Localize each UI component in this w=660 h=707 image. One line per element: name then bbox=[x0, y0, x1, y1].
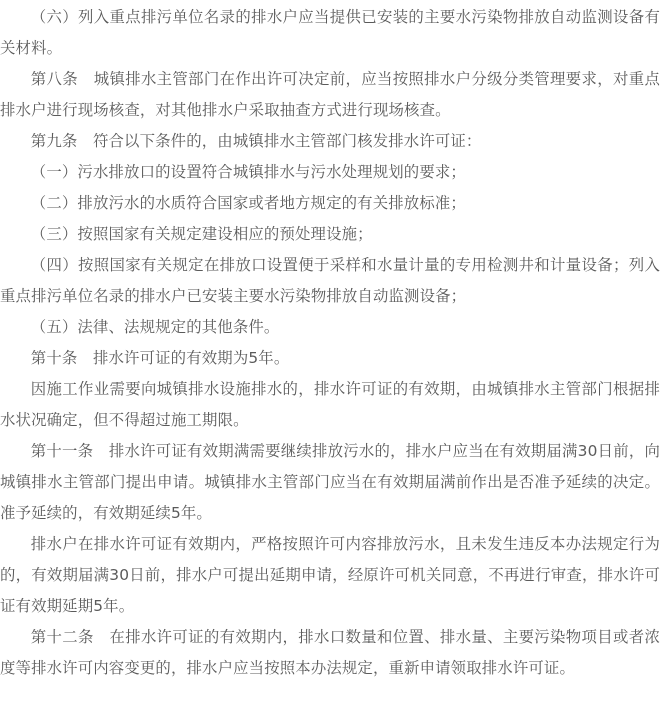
paragraph-condition-2: （二）排放污水的水质符合国家或者地方规定的有关排放标准； bbox=[30, 194, 466, 212]
paragraph-condition-4: （四）按照国家有关规定在排放口设置便于采样和水量计量的专用检测井和计量设备；列入重点排污单位名录的排水户已安装主要水污染物排放自动监测设备； bbox=[0, 256, 660, 305]
paragraph-item-6: （六）列入重点排污单位名录的排水户应当提供已安装的主要水污染物排放自动监测设备有关材料。 bbox=[0, 8, 660, 57]
paragraph-article-8: 第八条 城镇排水主管部门在作出许可决定前，应当按照排水户分级分类管理要求，对重点排水户进行现场核查，对其他排水户采取抽查方式进行现场核查。 bbox=[0, 70, 660, 119]
paragraph-article-9: 第九条 符合以下条件的，由城镇排水主管部门核发排水许可证： bbox=[30, 132, 482, 150]
paragraph-condition-1: （一）污水排放口的设置符合城镇排水与污水处理规划的要求； bbox=[30, 163, 466, 181]
paragraph-article-12: 第十二条 在排水许可证的有效期内，排水口数量和位置、排水量、主要污染物项目或者浓度等排水许可内容变更的，排水户应当按照本办法规定，重新申请领取排水许可证。 bbox=[0, 628, 660, 677]
paragraph-extension: 排水户在排水许可证有效期内，严格按照许可内容排放污水，且未发生违反本办法规定行为的，有效期届满30日前，排水户可提出延期申请，经原许可机关同意，不再进行审查，排水许可证有效期延期5年。 bbox=[0, 535, 660, 615]
paragraph-article-10: 第十条 排水许可证的有效期为5年。 bbox=[30, 349, 290, 367]
paragraph-article-11: 第十一条 排水许可证有效期满需要继续排放污水的，排水户应当在有效期届满30日前，向城镇排水主管部门提出申请。城镇排水主管部门应当在有效期届满前作出是否准予延续的决定。准予延续的，有效期延续5年。 bbox=[0, 442, 660, 522]
paragraph-construction-validity: 因施工作业需要向城镇排水设施排水的，排水许可证的有效期，由城镇排水主管部门根据排水状况确定，但不得超过施工期限。 bbox=[0, 380, 660, 429]
paragraph-condition-3: （三）按照国家有关规定建设相应的预处理设施； bbox=[30, 225, 373, 243]
paragraph-condition-5: （五）法律、法规规定的其他条件。 bbox=[30, 318, 280, 336]
